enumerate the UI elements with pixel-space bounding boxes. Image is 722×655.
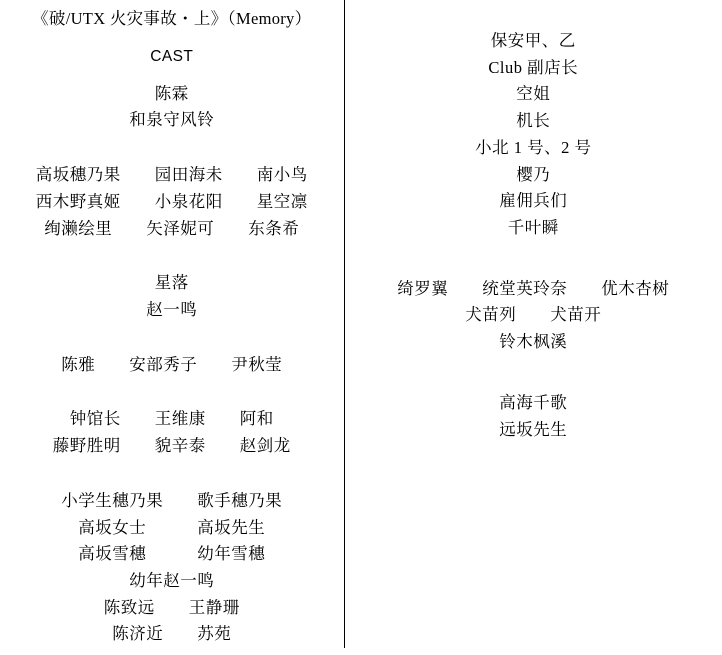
spacer: [0, 242, 344, 270]
cast-line: 千叶瞬: [507, 218, 559, 238]
spacer: [0, 32, 344, 44]
cast-line: 犬苗列 犬苗开: [465, 305, 602, 325]
document-title: 《破/UTX 火灾事故・上》（Memory）: [32, 9, 312, 28]
cast-line: 幼年赵一鸣: [129, 571, 215, 591]
spacer: [345, 356, 722, 390]
cast-line: Club 副店长: [488, 57, 579, 77]
cast-line: 保安甲、乙: [490, 31, 576, 50]
left-column-lines: [0, 69, 344, 649]
cast-line: 远坂先生: [499, 419, 568, 439]
left-column: [0, 0, 344, 655]
spacer: [0, 460, 344, 488]
right-column: [345, 0, 722, 655]
cast-line: 小学生穗乃果 歌手穗乃果: [61, 490, 283, 510]
cast-line: 西木野真姬 小泉花阳 星空凛: [35, 191, 308, 211]
cast-line: 绮罗翼 统堂英玲奈 优木杏树: [397, 278, 670, 298]
cast-line: 雇佣兵们: [499, 191, 568, 211]
cast-line: 机长: [516, 111, 551, 131]
cast-line: 钟馆长 王维康 阿和: [69, 409, 274, 429]
cast-line: 高海千歌: [499, 392, 568, 412]
cast-line: 高坂女士 高坂先生: [78, 517, 266, 537]
cast-line: 小北 1 号、2 号: [475, 137, 592, 157]
spacer: [0, 134, 344, 162]
cast-line: 高坂雪穗 幼年雪穗: [78, 544, 266, 564]
cast-line: 铃木枫溪: [499, 332, 568, 352]
cast-line: 高坂穗乃果 园田海未 南小鸟: [35, 165, 308, 185]
spacer: [0, 69, 344, 81]
cast-line: 陈济近 苏苑: [112, 624, 232, 644]
cast-line: 赵一鸣: [146, 299, 198, 319]
cast-line: 陈致远 王静珊: [103, 597, 240, 617]
spacer: [345, 242, 722, 276]
spacer: [0, 324, 344, 352]
cast-line: 绚濑绘里 矢泽妮可 东条希: [44, 218, 300, 238]
cast-heading: CAST: [150, 47, 194, 65]
right-column-lines: [345, 28, 722, 443]
cast-line: 星落: [154, 273, 189, 293]
cast-line: 藤野胜明 貌辛泰 赵剑龙: [52, 436, 291, 456]
cast-line: 陈霖: [154, 83, 189, 103]
cast-line: 和泉守风铃: [129, 110, 215, 130]
cast-line: 樱乃: [516, 164, 551, 184]
spacer: [0, 378, 344, 406]
cast-line: 空姐: [516, 84, 551, 104]
cast-line: 陈雅 安部秀子 尹秋莹: [61, 354, 283, 374]
